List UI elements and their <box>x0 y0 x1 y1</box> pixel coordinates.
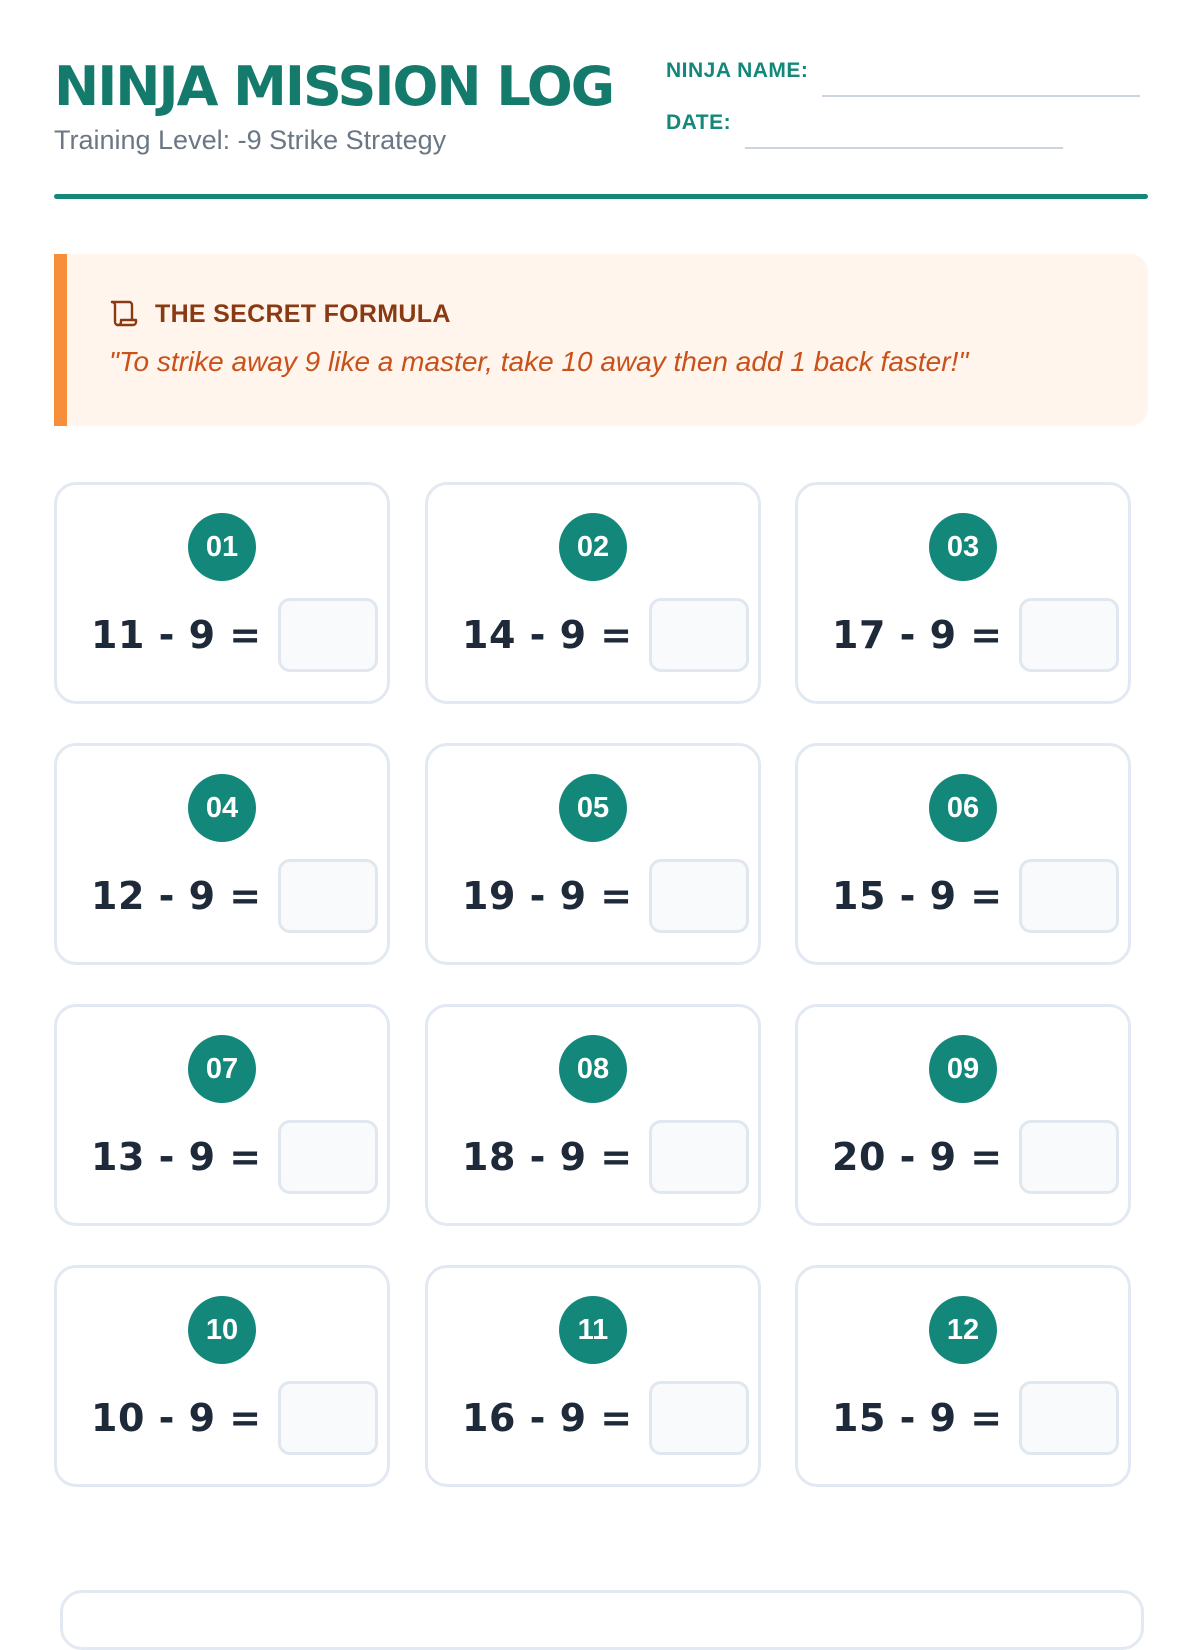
problem-number-badge: 01 <box>188 513 256 581</box>
answer-box[interactable] <box>1019 1381 1119 1455</box>
answer-box[interactable] <box>649 859 749 933</box>
equation-row <box>832 1120 1119 1194</box>
problem-number-badge: 07 <box>188 1035 256 1103</box>
date-line[interactable] <box>745 146 1063 149</box>
equation-row <box>832 859 1119 933</box>
problem-card <box>795 482 1131 704</box>
equation-row <box>91 1381 378 1455</box>
answer-box[interactable] <box>278 859 378 933</box>
equation-row <box>91 859 378 933</box>
equation-text: 13 - 9 = <box>91 1135 262 1179</box>
problem-card <box>795 1265 1131 1487</box>
problem-card <box>425 1265 761 1487</box>
equation-row <box>462 859 749 933</box>
problem-number-badge: 12 <box>929 1296 997 1364</box>
problem-number-badge: 09 <box>929 1035 997 1103</box>
equation-text: 20 - 9 = <box>832 1135 1003 1179</box>
problem-number-badge: 10 <box>188 1296 256 1364</box>
page-title: NINJA MISSION LOG <box>54 55 614 118</box>
answer-box[interactable] <box>278 598 378 672</box>
formula-quote: "To strike away 9 like a master, take 10 away then add 1 back faster!" <box>109 346 969 377</box>
equation-text: 15 - 9 = <box>832 874 1003 918</box>
answer-box[interactable] <box>649 598 749 672</box>
problem-card <box>795 1004 1131 1226</box>
equation-text: 15 - 9 = <box>832 1396 1003 1440</box>
equation-row <box>462 1120 749 1194</box>
answer-box[interactable] <box>1019 598 1119 672</box>
equation-row <box>462 1381 749 1455</box>
problem-card <box>54 1265 390 1487</box>
formula-title: THE SECRET FORMULA <box>155 299 451 328</box>
answer-box[interactable] <box>649 1120 749 1194</box>
problem-number-badge: 02 <box>559 513 627 581</box>
ninja-name-line[interactable] <box>822 94 1140 97</box>
equation-text: 19 - 9 = <box>462 874 633 918</box>
secret-formula-callout <box>54 254 1148 426</box>
equation-row <box>462 598 749 672</box>
problem-card <box>54 482 390 704</box>
problem-card <box>795 743 1131 965</box>
date-label: DATE: <box>666 111 732 134</box>
equation-text: 16 - 9 = <box>462 1396 633 1440</box>
problem-number-badge: 05 <box>559 774 627 842</box>
ninja-name-label: NINJA NAME: <box>666 59 809 82</box>
date-field <box>666 111 1063 135</box>
training-level-subtitle: Training Level: -9 Strike Strategy <box>54 125 447 155</box>
scroll-icon <box>109 298 141 330</box>
problem-number-badge: 11 <box>559 1296 627 1364</box>
equation-row <box>832 598 1119 672</box>
equation-text: 18 - 9 = <box>462 1135 633 1179</box>
bottom-panel <box>60 1590 1144 1650</box>
ninja-name-field <box>666 59 1140 83</box>
problem-card <box>54 1004 390 1226</box>
formula-heading <box>109 298 451 330</box>
problem-number-badge: 04 <box>188 774 256 842</box>
problem-card <box>425 743 761 965</box>
problem-number-badge: 06 <box>929 774 997 842</box>
answer-box[interactable] <box>649 1381 749 1455</box>
header <box>54 55 1148 195</box>
equation-text: 10 - 9 = <box>91 1396 262 1440</box>
equation-row <box>832 1381 1119 1455</box>
problem-number-badge: 03 <box>929 513 997 581</box>
answer-box[interactable] <box>278 1120 378 1194</box>
equation-text: 12 - 9 = <box>91 874 262 918</box>
header-divider <box>54 194 1148 199</box>
equation-text: 14 - 9 = <box>462 613 633 657</box>
problem-card <box>425 1004 761 1226</box>
equation-row <box>91 1120 378 1194</box>
equation-row <box>91 598 378 672</box>
problem-card <box>425 482 761 704</box>
problem-card <box>54 743 390 965</box>
equation-text: 11 - 9 = <box>91 613 262 657</box>
answer-box[interactable] <box>1019 1120 1119 1194</box>
answer-box[interactable] <box>1019 859 1119 933</box>
equation-text: 17 - 9 = <box>832 613 1003 657</box>
problem-number-badge: 08 <box>559 1035 627 1103</box>
answer-box[interactable] <box>278 1381 378 1455</box>
